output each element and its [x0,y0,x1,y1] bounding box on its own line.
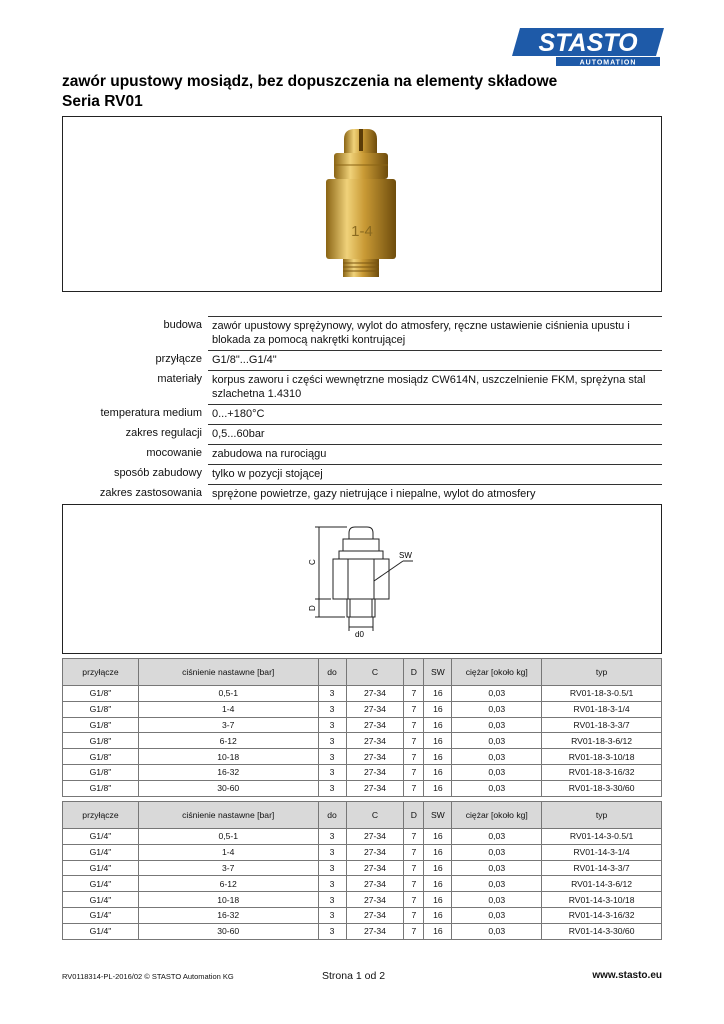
table-cell: 7 [404,844,424,860]
table-row [63,780,662,796]
table-cell: 27-34 [346,860,404,876]
column-header: C [346,659,404,686]
page-title [62,72,557,112]
column-header: ciśnienie nastawne [bar] [138,659,318,686]
column-header: przyłącze [63,802,139,829]
table-header-row [63,802,662,829]
property-value: zabudowa na rurociągu [208,444,662,464]
table-cell: 10-18 [138,749,318,765]
table-cell: 27-34 [346,733,404,749]
logo-subtitle: AUTOMATION [579,59,637,67]
table-cell: 3-7 [138,860,318,876]
stasto-logo [506,26,664,68]
table-cell: 27-34 [346,829,404,845]
table-cell: RV01-18-3-30/60 [542,780,662,796]
table-cell: 16 [424,892,452,908]
column-header: SW [424,659,452,686]
title-series: Seria RV01 [62,93,143,110]
table-body [63,686,662,797]
table-cell: 1-4 [138,844,318,860]
table-cell: G1/4" [63,923,139,939]
table-cell: G1/8" [63,686,139,702]
table-cell: 0,03 [452,923,542,939]
table-cell: 3 [318,749,346,765]
page-number: Strona 1 od 2 [322,970,386,982]
table-cell: 7 [404,780,424,796]
property-row [62,316,662,350]
table-cell: G1/8" [63,701,139,717]
table-cell: G1/4" [63,907,139,923]
table-cell: 3 [318,860,346,876]
column-header: typ [542,659,662,686]
column-header: typ [542,802,662,829]
table-cell: 27-34 [346,686,404,702]
property-row [62,370,662,404]
column-header: SW [424,802,452,829]
table-cell: RV01-14-3-10/18 [542,892,662,908]
table-row [63,844,662,860]
table-cell: RV01-18-3-0.5/1 [542,686,662,702]
table-cell: RV01-14-3-3/7 [542,860,662,876]
technical-drawing-frame [62,504,662,654]
table-cell: RV01-14-3-0.5/1 [542,829,662,845]
table-row [63,860,662,876]
column-header: ciężar [około kg] [452,802,542,829]
column-header: ciężar [około kg] [452,659,542,686]
table-cell: 0,03 [452,780,542,796]
table-cell: G1/8" [63,749,139,765]
property-label: temperatura medium [100,407,202,419]
table-cell: 16 [424,717,452,733]
table-cell: 7 [404,764,424,780]
table-cell: RV01-14-3-30/60 [542,923,662,939]
table-cell: 16 [424,876,452,892]
table-cell: 27-34 [346,749,404,765]
dim-sw-label: SW [399,551,412,560]
table-cell: G1/4" [63,860,139,876]
table-cell: 3-7 [138,717,318,733]
table-cell: RV01-14-3-16/32 [542,907,662,923]
spec-table-g14 [62,801,662,940]
table-row [63,701,662,717]
table-cell: 3 [318,892,346,908]
table-cell: 0,03 [452,749,542,765]
table-cell: 10-18 [138,892,318,908]
title-line1: zawór upustowy mosiądz, bez dopuszczenia na elementy składowe [62,73,558,90]
table-row [63,892,662,908]
table-cell: 0,5-1 [138,829,318,845]
column-header: C [346,802,404,829]
properties-table [62,316,662,505]
table-row [63,764,662,780]
table-cell: 16-32 [138,907,318,923]
table-cell: 16 [424,780,452,796]
table-cell: 0,03 [452,686,542,702]
table-row [63,923,662,939]
property-row [62,350,662,370]
property-label: materiały [157,373,202,385]
table-cell: 0,03 [452,701,542,717]
table-cell: 0,03 [452,860,542,876]
table-cell: 27-34 [346,844,404,860]
table-cell: 27-34 [346,717,404,733]
property-row [62,444,662,464]
property-value: tylko w pozycji stojącej [208,464,662,484]
table-cell: 7 [404,892,424,908]
table-cell: 0,03 [452,876,542,892]
table-cell: RV01-18-3-16/32 [542,764,662,780]
property-label: zakres zastosowania [99,487,202,499]
table-cell: 3 [318,923,346,939]
property-label: zakres regulacji [125,427,202,439]
column-header: przyłącze [63,659,139,686]
spec-table-g18 [62,658,662,797]
table-row [63,829,662,845]
table-cell: 3 [318,844,346,860]
table-cell: 0,5-1 [138,686,318,702]
property-value: 0...+180°C [208,404,662,424]
table-cell: 3 [318,876,346,892]
table-cell: 3 [318,686,346,702]
table-cell: 27-34 [346,876,404,892]
table-cell: 16 [424,844,452,860]
technical-drawing [63,505,663,655]
table-cell: G1/8" [63,780,139,796]
table-cell: 3 [318,764,346,780]
column-header: ciśnienie nastawne [bar] [138,802,318,829]
logo-wordmark: STASTO [538,29,638,57]
table-cell: 30-60 [138,923,318,939]
website-link[interactable]: www.stasto.eu [592,970,662,981]
table-cell: 27-34 [346,764,404,780]
property-label: mocowanie [146,447,202,459]
table-cell: 3 [318,717,346,733]
table-cell: 7 [404,907,424,923]
table-cell: 7 [404,701,424,717]
dim-d-label: D [308,605,317,611]
table-cell: 16 [424,907,452,923]
table-cell: 16 [424,686,452,702]
dim-d0-label: d0 [355,630,364,639]
table-cell: 6-12 [138,876,318,892]
table-cell: 0,03 [452,907,542,923]
table-cell: 3 [318,780,346,796]
table-cell: RV01-14-3-1/4 [542,844,662,860]
table-cell: RV01-18-3-10/18 [542,749,662,765]
table-cell: 7 [404,717,424,733]
table-body [63,829,662,940]
table-cell: 0,03 [452,844,542,860]
table-cell: 16 [424,923,452,939]
table-cell: 0,03 [452,829,542,845]
table-cell: 7 [404,829,424,845]
column-header: do [318,802,346,829]
table-cell: 27-34 [346,701,404,717]
table-cell: 16 [424,829,452,845]
table-cell: 7 [404,876,424,892]
table-cell: 16 [424,860,452,876]
body-marking: 1-4 [351,223,373,240]
table-cell: 6-12 [138,733,318,749]
table-row [63,876,662,892]
table-cell: 30-60 [138,780,318,796]
table-cell: G1/4" [63,892,139,908]
property-value: zawór upustowy sprężynowy, wylot do atmosfery, ręczne ustawienie ciśnienia upustu i blokada za pomocą nakrętki kontrującej [208,316,662,350]
table-cell: 7 [404,860,424,876]
table-cell: 0,03 [452,733,542,749]
column-header: do [318,659,346,686]
dim-c-label: C [308,559,317,565]
table-row [63,907,662,923]
property-row [62,404,662,424]
table-cell: 3 [318,701,346,717]
column-header: D [404,659,424,686]
table-cell: 1-4 [138,701,318,717]
property-value: 0,5...60bar [208,424,662,444]
table-cell: 27-34 [346,892,404,908]
table-cell: 27-34 [346,923,404,939]
table-cell: 16 [424,701,452,717]
property-label: przyłącze [155,353,202,365]
document-id: RV0118314-PL-2016/02 © STASTO Automation KG [62,972,234,981]
table-cell: G1/8" [63,764,139,780]
table-cell: 16 [424,733,452,749]
table-cell: 16 [424,764,452,780]
property-row [62,484,662,505]
table-cell: G1/4" [63,844,139,860]
table-cell: 16 [424,749,452,765]
table-cell: 7 [404,749,424,765]
table-cell: 27-34 [346,907,404,923]
table-cell: 3 [318,829,346,845]
table-cell: 7 [404,733,424,749]
table-row [63,717,662,733]
table-cell: 27-34 [346,780,404,796]
product-image [63,117,663,293]
table-cell: 3 [318,907,346,923]
table-cell: 0,03 [452,717,542,733]
table-cell: G1/8" [63,733,139,749]
property-value: sprężone powietrze, gazy nietrujące i niepalne, wylot do atmosfery [208,484,662,505]
table-cell: 3 [318,733,346,749]
table-cell: G1/4" [63,876,139,892]
table-cell: 0,03 [452,764,542,780]
property-row [62,464,662,484]
table-cell: RV01-14-3-6/12 [542,876,662,892]
table-cell: G1/4" [63,829,139,845]
product-image-frame [62,116,662,292]
table-header-row [63,659,662,686]
table-cell: RV01-18-3-1/4 [542,701,662,717]
property-label: budowa [163,319,202,331]
table-cell: RV01-18-3-3/7 [542,717,662,733]
table-cell: 7 [404,686,424,702]
table-row [63,733,662,749]
table-cell: 0,03 [452,892,542,908]
table-row [63,749,662,765]
table-cell: 7 [404,923,424,939]
table-cell: RV01-18-3-6/12 [542,733,662,749]
table-cell: 16-32 [138,764,318,780]
property-label: sposób zabudowy [113,467,202,479]
table-cell: G1/8" [63,717,139,733]
property-row [62,424,662,444]
table-row [63,686,662,702]
property-value: G1/8"...G1/4" [208,350,662,370]
column-header: D [404,802,424,829]
property-value: korpus zaworu i części wewnętrzne mosiądz CW614N, uszczelnienie FKM, sprężyna stal szlachetna 1.4310 [208,370,662,404]
